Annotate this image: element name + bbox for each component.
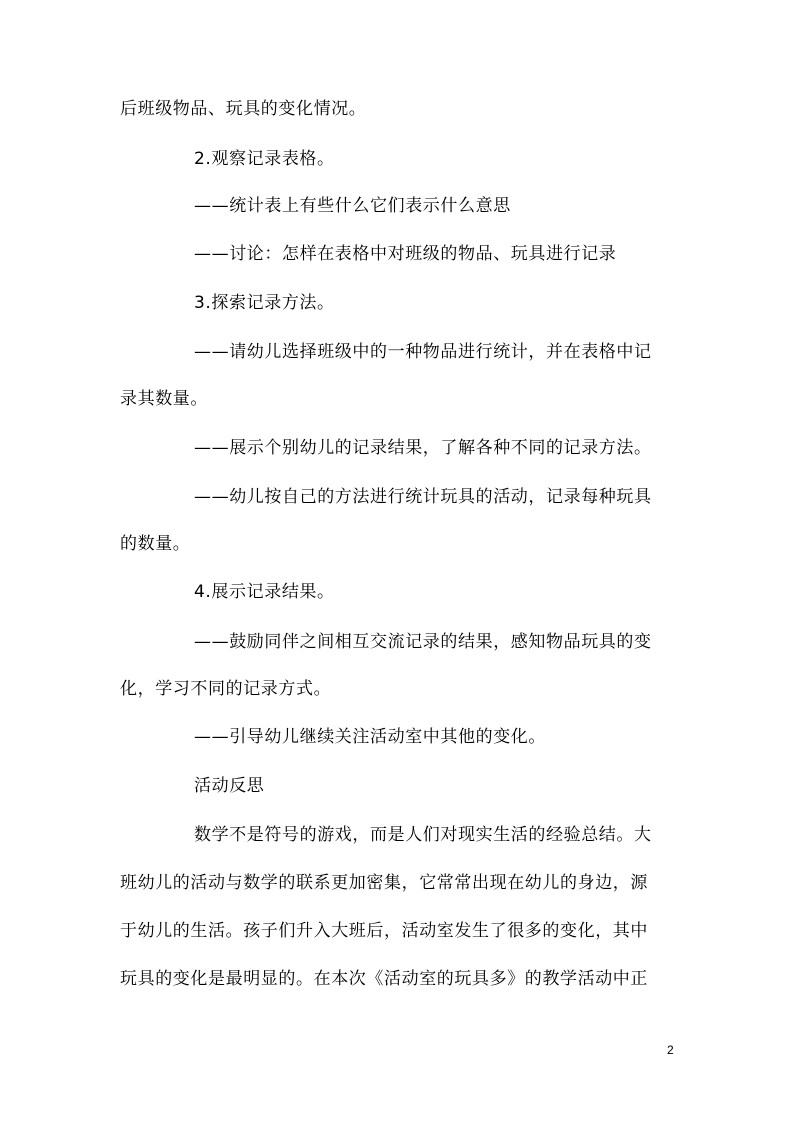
text-line: 玩具的变化是最明显的。在本次《活动室的玩具多》的教学活动中正 bbox=[120, 969, 648, 989]
section-heading: 4.展示记录结果。 bbox=[194, 582, 335, 602]
text-line: ——讨论：怎样在表格中对班级的物品、玩具进行记录 bbox=[194, 244, 617, 264]
section-heading: 2.观察记录表格。 bbox=[194, 149, 335, 169]
text-line: ——请幼儿选择班级中的一种物品进行统计，并在表格中记 bbox=[194, 342, 652, 362]
text-line: 后班级物品、玩具的变化情况。 bbox=[120, 99, 367, 119]
text-line: ——鼓励同伴之间相互交流记录的结果，感知物品玩具的变 bbox=[194, 632, 652, 652]
page-number: 2 bbox=[667, 1043, 674, 1057]
text-line: 于幼儿的生活。孩子们升入大班后，活动室发生了很多的变化，其中 bbox=[120, 921, 648, 941]
text-line: ——统计表上有些什么它们表示什么意思 bbox=[194, 196, 511, 216]
text-line: 化，学习不同的记录方式。 bbox=[120, 679, 332, 699]
section-heading: 活动反思 bbox=[194, 776, 265, 796]
text-line: ——幼儿按自己的方法进行统计玩具的活动，记录每种玩具 bbox=[194, 487, 652, 507]
text-line: 数学不是符号的游戏，而是人们对现实生活的经验总结。大 bbox=[194, 825, 652, 845]
text-line: ——引导幼儿继续关注活动室中其他的变化。 bbox=[194, 727, 546, 747]
text-line: 班幼儿的活动与数学的联系更加密集，它常常出现在幼儿的身边，源 bbox=[120, 873, 648, 893]
text-line: 录其数量。 bbox=[120, 389, 208, 409]
text-line: 的数量。 bbox=[120, 534, 191, 554]
section-heading: 3.探索记录方法。 bbox=[194, 293, 335, 313]
text-line: ——展示个别幼儿的记录结果，了解各种不同的记录方法。 bbox=[194, 438, 652, 458]
